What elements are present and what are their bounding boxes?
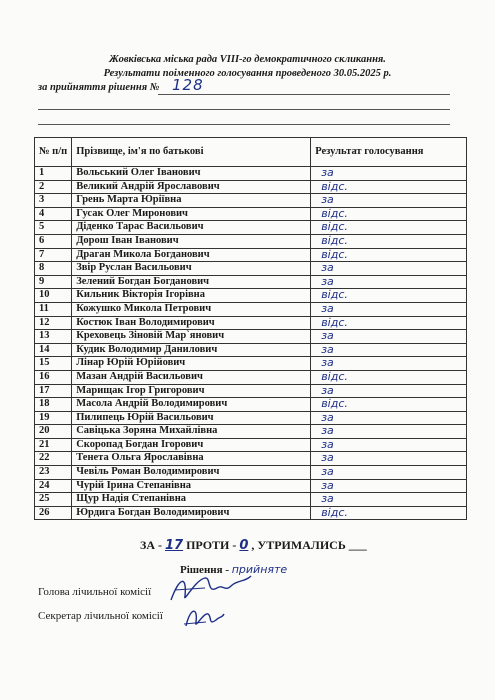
row-name: Дорош Іван Іванович <box>72 234 311 248</box>
row-number: 26 <box>35 506 72 520</box>
table-row <box>35 180 467 194</box>
za-value: 17 <box>165 538 184 553</box>
row-result: відс. <box>311 234 467 248</box>
row-name: Лінар Юрій Юрійович <box>72 357 311 371</box>
row-name: Великий Андрій Ярославович <box>72 180 311 194</box>
row-number: 3 <box>35 194 72 208</box>
underline-3 <box>38 124 450 125</box>
table-row <box>35 234 467 248</box>
table-row <box>35 370 467 384</box>
table-row <box>35 275 467 289</box>
proty-label: ПРОТИ - <box>186 538 237 552</box>
row-result: за <box>311 438 467 452</box>
row-result: за <box>311 479 467 493</box>
decision-number: 128 <box>172 76 204 94</box>
row-result: за <box>311 384 467 398</box>
row-result: за <box>311 343 467 357</box>
row-number: 11 <box>35 302 72 316</box>
header-title: Жовківська міська рада VIII-го демократичного скликання. <box>109 54 386 65</box>
table-row <box>35 452 467 466</box>
table-row <box>35 221 467 235</box>
row-result: за <box>311 275 467 289</box>
table-row <box>35 302 467 316</box>
table-row <box>35 207 467 221</box>
row-name: Масола Андрій Володимирович <box>72 398 311 412</box>
table-row <box>35 506 467 520</box>
decision-line-label: за прийняття рішення № <box>38 82 160 93</box>
secretary-signature <box>178 602 228 632</box>
row-number: 10 <box>35 289 72 303</box>
row-number: 22 <box>35 452 72 466</box>
row-number: 14 <box>35 343 72 357</box>
row-name: Тенета Ольга Ярославівна <box>72 452 311 466</box>
decision-value: прийняте <box>231 563 288 576</box>
row-name: Костюк Іван Володимирович <box>72 316 311 330</box>
column-header-number: № п/п <box>35 138 72 167</box>
row-result: відс. <box>311 506 467 520</box>
row-name: Кильник Вікторія Ігорівна <box>72 289 311 303</box>
utrymalys-label: , УТРИМАЛИСЬ <box>251 538 346 552</box>
table-row <box>35 343 467 357</box>
row-result: за <box>311 302 467 316</box>
row-number: 24 <box>35 479 72 493</box>
row-number: 12 <box>35 316 72 330</box>
row-result: за <box>311 493 467 507</box>
row-number: 23 <box>35 466 72 480</box>
row-number: 5 <box>35 221 72 235</box>
row-result: за <box>311 425 467 439</box>
row-name: Звір Руслан Васильович <box>72 262 311 276</box>
row-result: відс. <box>311 398 467 412</box>
row-number: 21 <box>35 438 72 452</box>
row-number: 9 <box>35 275 72 289</box>
decision-label: Рішення - <box>180 564 229 576</box>
row-result: відс. <box>311 248 467 262</box>
table-row <box>35 248 467 262</box>
table-row <box>35 411 467 425</box>
table-row <box>35 398 467 412</box>
row-number: 13 <box>35 330 72 344</box>
row-number: 25 <box>35 493 72 507</box>
row-name: Креховець Зіновій Мар`янович <box>72 330 311 344</box>
za-label: ЗА - <box>140 538 162 552</box>
row-result: за <box>311 167 467 181</box>
row-name: Савіцька Зоряна Михайлівна <box>72 425 311 439</box>
row-number: 20 <box>35 425 72 439</box>
table-row <box>35 316 467 330</box>
voting-table <box>34 137 467 520</box>
column-header-name: Прізвище, ім'я по батькові <box>72 138 311 167</box>
row-name: Юрдига Богдан Володимирович <box>72 506 311 520</box>
utrymalys-blank: ___ <box>348 538 367 552</box>
column-header-result: Результат голосування <box>311 138 467 167</box>
table-header-row <box>35 138 467 167</box>
row-name: Пилипець Юрій Васильович <box>72 411 311 425</box>
row-result: за <box>311 330 467 344</box>
row-number: 6 <box>35 234 72 248</box>
row-number: 4 <box>35 207 72 221</box>
row-name: Діденко Тарас Васильович <box>72 221 311 235</box>
table-row <box>35 167 467 181</box>
row-result: за <box>311 466 467 480</box>
table-row <box>35 289 467 303</box>
row-number: 15 <box>35 357 72 371</box>
underline-1 <box>158 94 450 95</box>
row-number: 7 <box>35 248 72 262</box>
row-name: Мазан Андрій Васильович <box>72 370 311 384</box>
table-row <box>35 330 467 344</box>
proty-value: 0 <box>239 538 249 553</box>
table-row <box>35 357 467 371</box>
vote-totals <box>140 538 367 553</box>
table-row <box>35 425 467 439</box>
row-name: Щур Надія Степанівна <box>72 493 311 507</box>
row-name: Чевіль Роман Володимирович <box>72 466 311 480</box>
row-name: Зелений Богдан Богданович <box>72 275 311 289</box>
table-row <box>35 384 467 398</box>
row-number: 8 <box>35 262 72 276</box>
row-result: за <box>311 194 467 208</box>
row-name: Марищак Ігор Григорович <box>72 384 311 398</box>
row-result: за <box>311 411 467 425</box>
row-number: 2 <box>35 180 72 194</box>
table-row <box>35 262 467 276</box>
row-result: відс. <box>311 207 467 221</box>
table-row <box>35 479 467 493</box>
row-name: Кудик Володимир Данилович <box>72 343 311 357</box>
secretary-label: Секретар лічильної комісії <box>38 610 163 622</box>
row-name: Грень Марта Юріївна <box>72 194 311 208</box>
header-subtitle: Результати поіменного голосування проведеного 30.05.2025 р. <box>103 68 392 79</box>
underline-2 <box>38 109 450 110</box>
row-result: за <box>311 262 467 276</box>
table-row <box>35 466 467 480</box>
chair-label: Голова лічильної комісії <box>38 586 152 598</box>
row-result: відс. <box>311 180 467 194</box>
row-name: Чурій Ірина Степанівна <box>72 479 311 493</box>
row-number: 17 <box>35 384 72 398</box>
row-number: 19 <box>35 411 72 425</box>
row-name: Скоропад Богдан Ігорович <box>72 438 311 452</box>
row-name: Вольський Олег Іванович <box>72 167 311 181</box>
row-name: Гусак Олег Миронович <box>72 207 311 221</box>
table-row <box>35 194 467 208</box>
row-name: Драган Микола Богданович <box>72 248 311 262</box>
row-result: відс. <box>311 316 467 330</box>
row-result: відс. <box>311 370 467 384</box>
row-name: Кожушко Микола Петрович <box>72 302 311 316</box>
row-number: 18 <box>35 398 72 412</box>
row-result: за <box>311 452 467 466</box>
row-result: за <box>311 357 467 371</box>
row-result: відс. <box>311 289 467 303</box>
table-row <box>35 438 467 452</box>
row-number: 16 <box>35 370 72 384</box>
row-result: відс. <box>311 221 467 235</box>
row-number: 1 <box>35 167 72 181</box>
table-row <box>35 493 467 507</box>
